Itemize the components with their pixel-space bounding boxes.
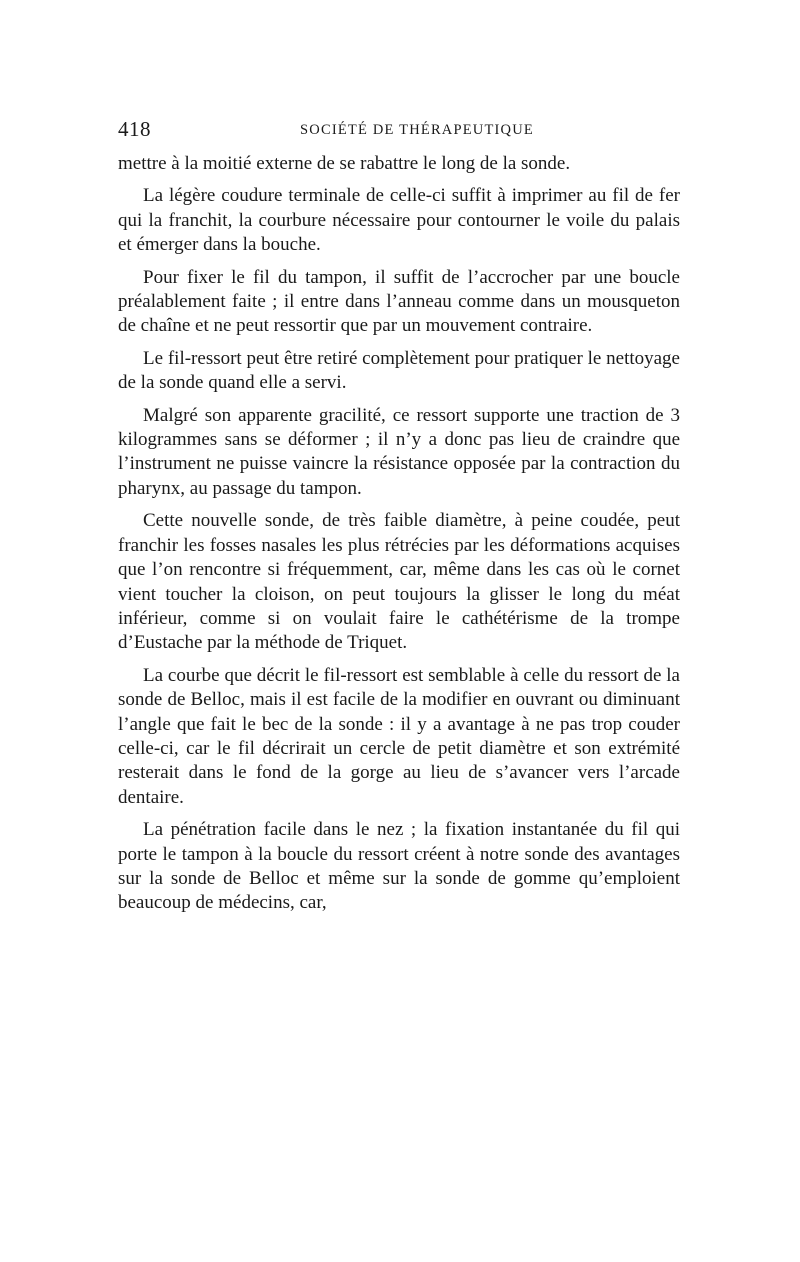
paragraph: Le fil-ressort peut être retiré complètement pour pratiquer le nettoyage de la sonde quand elle a servi. (118, 347, 680, 394)
body-text (118, 152, 680, 924)
paragraph: Malgré son apparente gracilité, ce ressort supporte une traction de 3 kilogrammes sans se déformer ; il n’y a donc pas lieu de craindre que l’instrument ne puisse vaincre la résistance opposée par la contraction du pharynx, au passage du tampon. (118, 404, 680, 499)
paragraph: La légère coudure terminale de celle-ci suffit à imprimer au fil de fer qui la franchit, la courbure nécessaire pour contourner le voile du palais et émerger dans la bouche. (118, 185, 680, 256)
paragraph-continuation: mettre à la moitié externe de se rabattre le long de la sonde. (118, 153, 571, 174)
page-header (118, 114, 680, 144)
paragraph: La courbe que décrit le fil-ressort est semblable à celle du ressort de la sonde de Belloc, mais il est facile de la modifier en ouvrant ou diminuant l’angle que fait le bec de la sonde : il y a avantage à ne pas trop couder celle-ci, car le fil décrirait un cercle de petit diamètre et son extrémité resterait dans le fond de la gorge au lieu de s’avancer vers l’arcade dentaire. (118, 664, 680, 808)
running-head: SOCIÉTÉ DE THÉRAPEUTIQUE (300, 122, 534, 138)
page-number: 418 (118, 117, 151, 141)
paragraph: Cette nouvelle sonde, de très faible diamètre, à peine coudée, peut franchir les fosses nasales les plus rétrécies par les déformations acquises que l’on rencontre si fréquemment, car, même dans les cas où le cornet vient toucher la cloison, on peut toujours la glisser le long du méat inférieur, comme si on voulait faire le cathétérisme de la trompe d’Eustache par la méthode de Triquet. (118, 510, 680, 654)
paragraph-continues: La pénétration facile dans le nez ; la fixation instantanée du fil qui porte le tampon à la boucle du ressort créent à notre sonde des avantages sur la sonde de Belloc et même sur la sonde de gomme qu’emploient beaucoup de médecins, car, (118, 819, 680, 914)
paragraph: Pour fixer le fil du tampon, il suffit de l’accrocher par une boucle préalablement faite ; il entre dans l’anneau comme dans un mousqueton de chaîne et ne peut ressortir que par un mouvement contraire. (118, 266, 680, 337)
